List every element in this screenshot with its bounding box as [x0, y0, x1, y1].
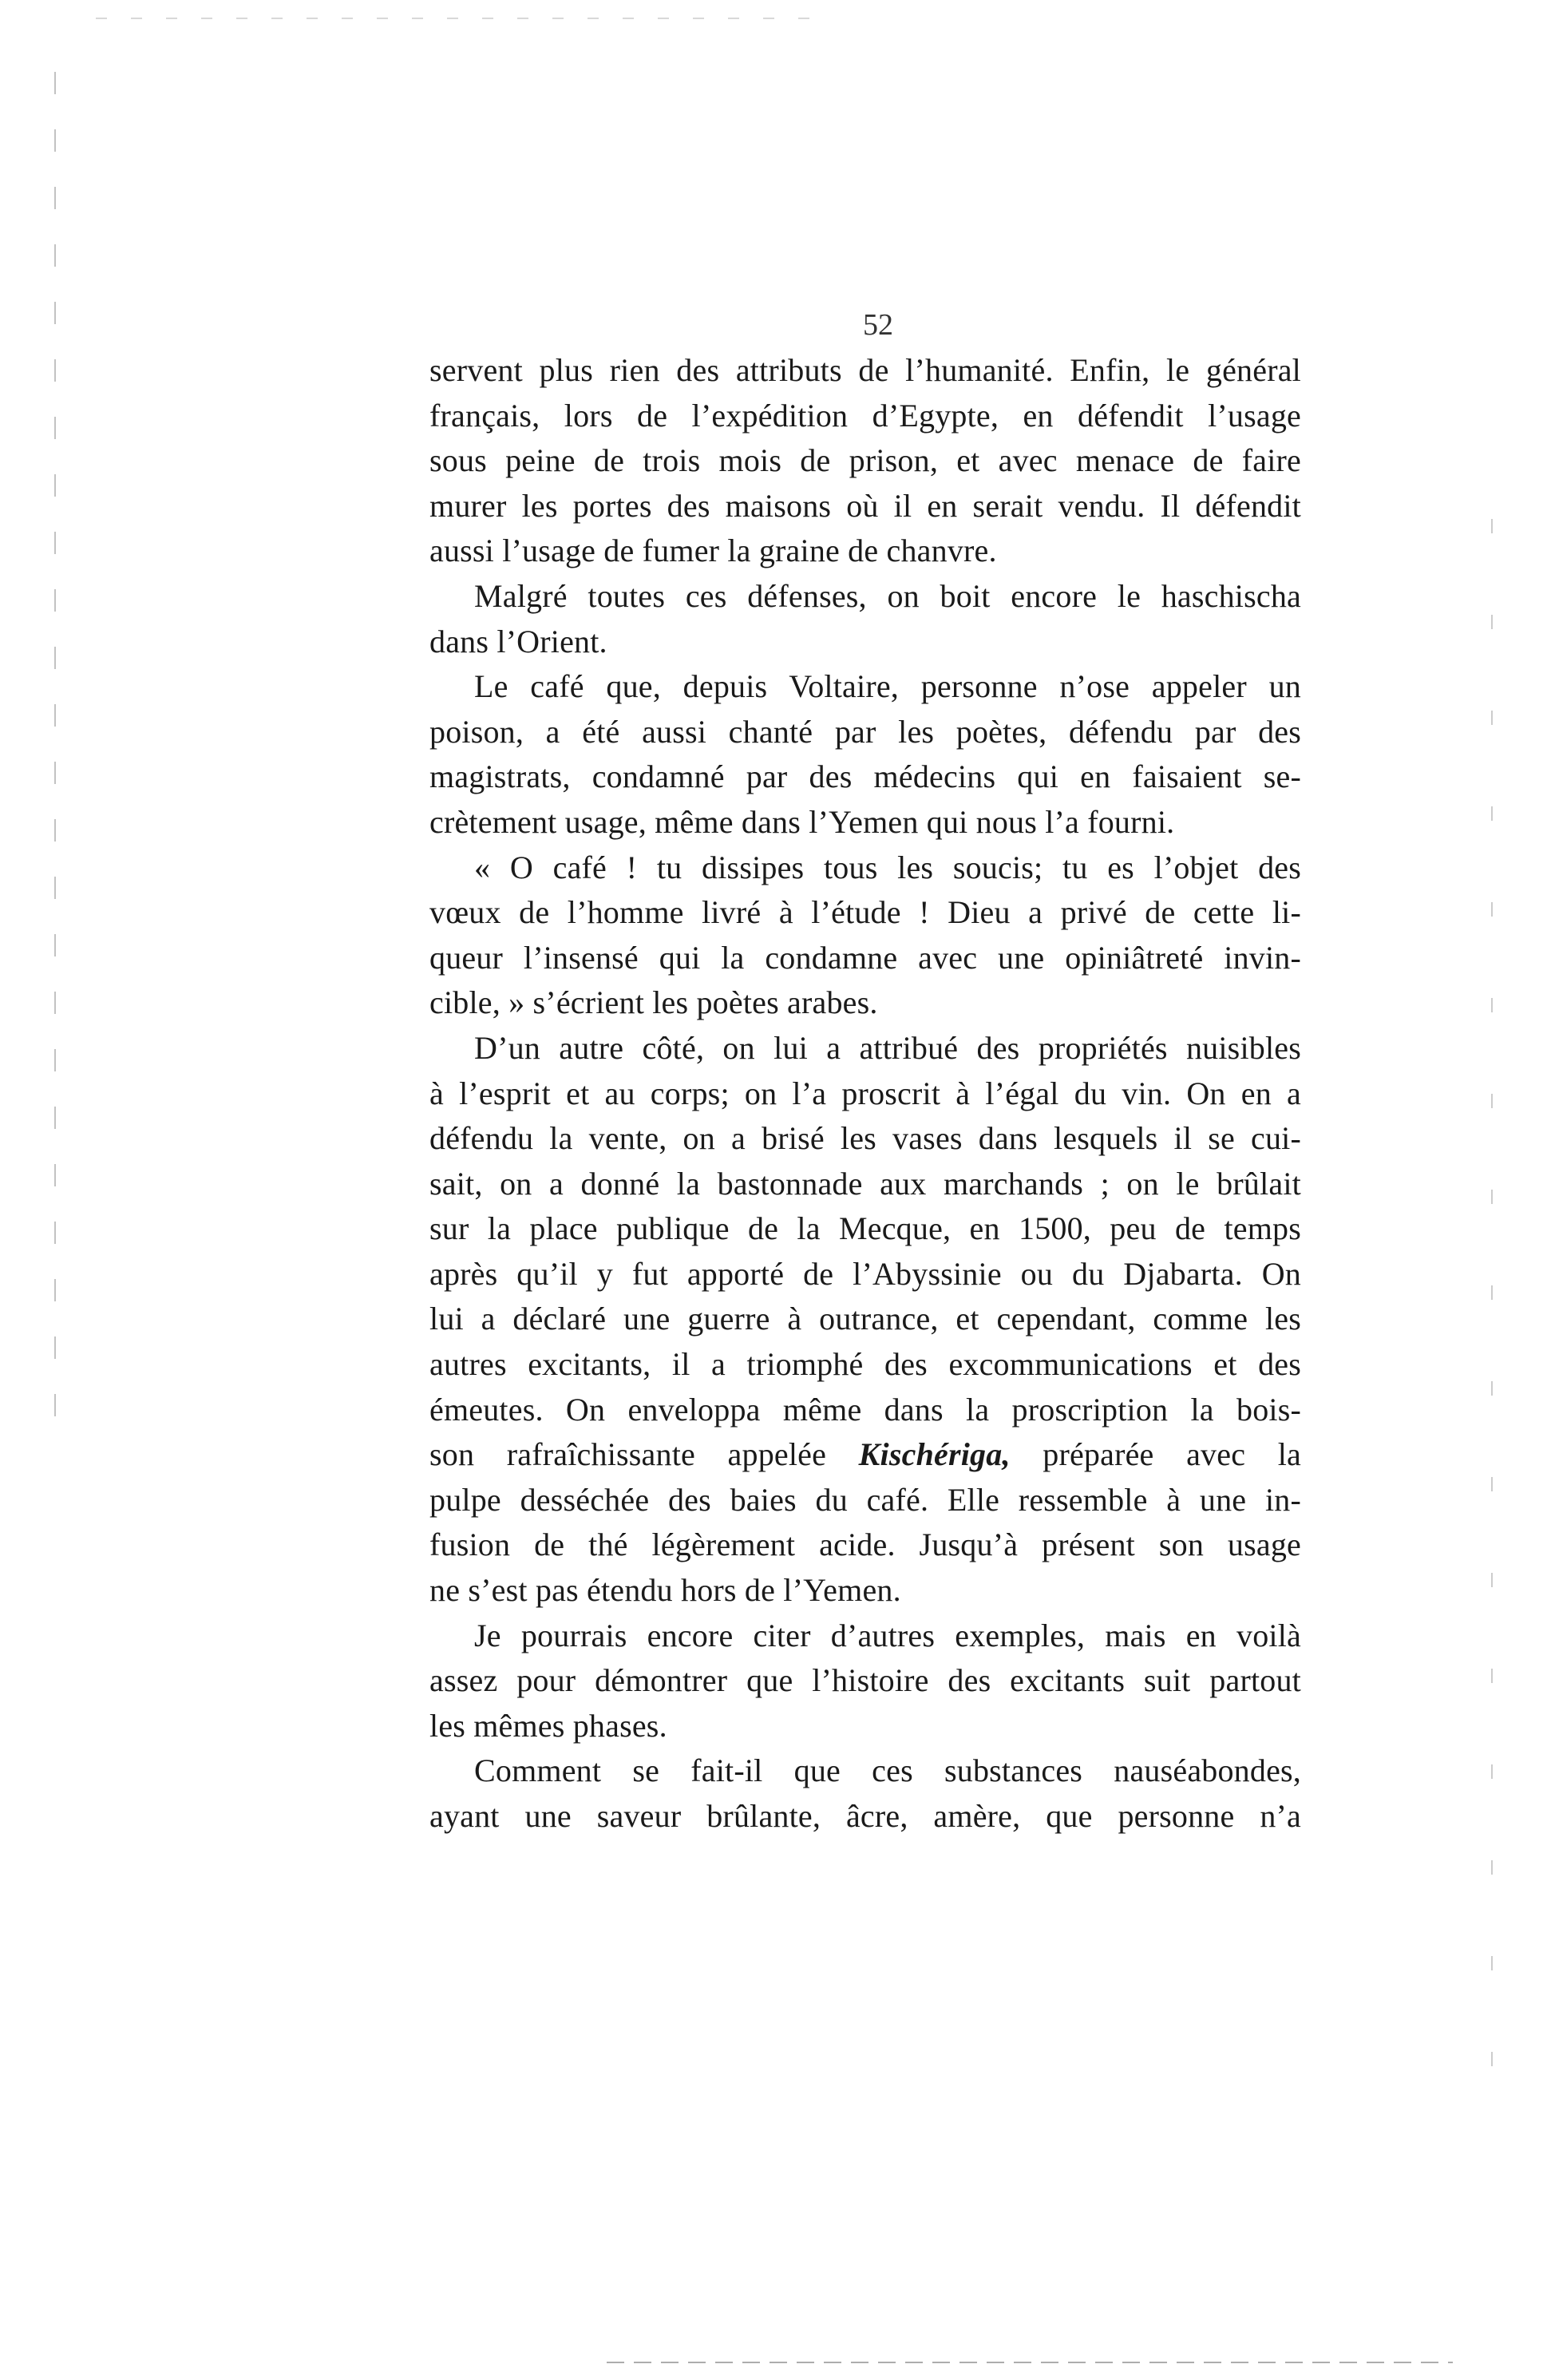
text-line: lui a déclaré une guerre à outrance, et cependant, comme les	[429, 1301, 1301, 1337]
text-line: après qu’il y fut apporté de l’Abyssinie ou du Djabarta. On	[429, 1255, 1301, 1292]
page-number: 52	[863, 308, 893, 342]
text-line: « O café ! tu dissipes tous les soucis; tu es l’objet des	[474, 849, 1301, 885]
scan-edge-left	[54, 72, 56, 1429]
text-line: Comment se fait-il que ces substances nauséabondes,	[474, 1752, 1301, 1789]
paragraph	[429, 574, 1301, 664]
text-line: sous peine de trois mois de prison, et avec menace de faire	[429, 442, 1301, 479]
text-line: murer les portes des maisons où il en serait vendu. Il défendit	[429, 487, 1301, 524]
paragraph	[429, 845, 1301, 1026]
text-line: Malgré toutes ces défenses, on boit encore le haschischa	[474, 577, 1301, 614]
paragraph	[429, 664, 1301, 845]
text-line: sur la place publique de la Mecque, en 1500, peu de temps	[429, 1210, 1301, 1247]
text-line: Je pourrais encore citer d’autres exemples, mais en voilà	[474, 1617, 1301, 1653]
text-line: dans l’Orient.	[429, 623, 607, 659]
paragraph	[429, 348, 1301, 574]
text-line: Le café que, depuis Voltaire, personne n’ose appeler un	[474, 668, 1301, 705]
scan-edge-right	[1491, 519, 1493, 2076]
text-line: servent plus rien des attributs de l’humanité. Enfin, le général	[429, 352, 1301, 388]
text-line: aussi l’usage de fumer la graine de chanvre.	[429, 533, 997, 569]
text-line: ne s’est pas étendu hors de l’Yemen.	[429, 1572, 901, 1609]
text-line: cible, » s’écrient les poètes arabes.	[429, 984, 878, 1021]
term-line-after: préparée avec la	[1010, 1436, 1301, 1473]
paragraph	[429, 1026, 1301, 1614]
body-text	[429, 348, 1301, 1839]
text-line: D’un autre côté, on lui a attribué des propriétés nuisibles	[474, 1029, 1301, 1066]
text-line: émeutes. On enveloppa même dans la proscription la bois-	[429, 1391, 1301, 1428]
text-line: vœux de l’homme livré à l’étude ! Dieu a privé de cette li-	[429, 894, 1301, 931]
text-line: les mêmes phases.	[429, 1707, 667, 1744]
text-line: à l’esprit et au corps; on l’a proscrit à l’égal du vin. On en a	[429, 1075, 1301, 1111]
paragraph	[429, 1614, 1301, 1749]
text-line: queur l’insensé qui la condamne avec une opiniâtreté invin-	[429, 939, 1301, 976]
text-line: sait, on a donné la bastonnade aux marchands ; on le brûlait	[429, 1165, 1301, 1202]
scan-edge-bottom	[607, 2362, 1453, 2363]
text-line: pulpe desséchée des baies du café. Elle ressemble à une in-	[429, 1481, 1301, 1518]
text-line: autres excitants, il a triomphé des excommunications et des	[429, 1346, 1301, 1383]
text-line: poison, a été aussi chanté par les poètes, défendu par des	[429, 713, 1301, 750]
paragraph	[429, 1748, 1301, 1839]
text-line: fusion de thé légèrement acide. Jusqu’à présent son usage	[429, 1527, 1301, 1563]
text-line: français, lors de l’expédition d’Egypte, en défendit l’usage	[429, 397, 1301, 434]
term-kischeriga: Kischériga,	[858, 1436, 1011, 1473]
text-line: défendu la vente, on a brisé les vases dans lesquels il se cui-	[429, 1120, 1301, 1157]
text-line: crètement usage, même dans l’Yemen qui nous l’a fourni.	[429, 803, 1175, 840]
text-line: assez pour démontrer que l’histoire des excitants suit partout	[429, 1662, 1301, 1699]
scan-edge-top	[96, 18, 814, 19]
text-line: ayant une saveur brûlante, âcre, amère, que personne n’a	[429, 1798, 1301, 1834]
text-line: magistrats, condamné par des médecins qui en faisaient se-	[429, 758, 1301, 795]
term-line-before: son rafraîchissante appelée	[429, 1436, 859, 1473]
text-line-with-term	[429, 1432, 1301, 1478]
